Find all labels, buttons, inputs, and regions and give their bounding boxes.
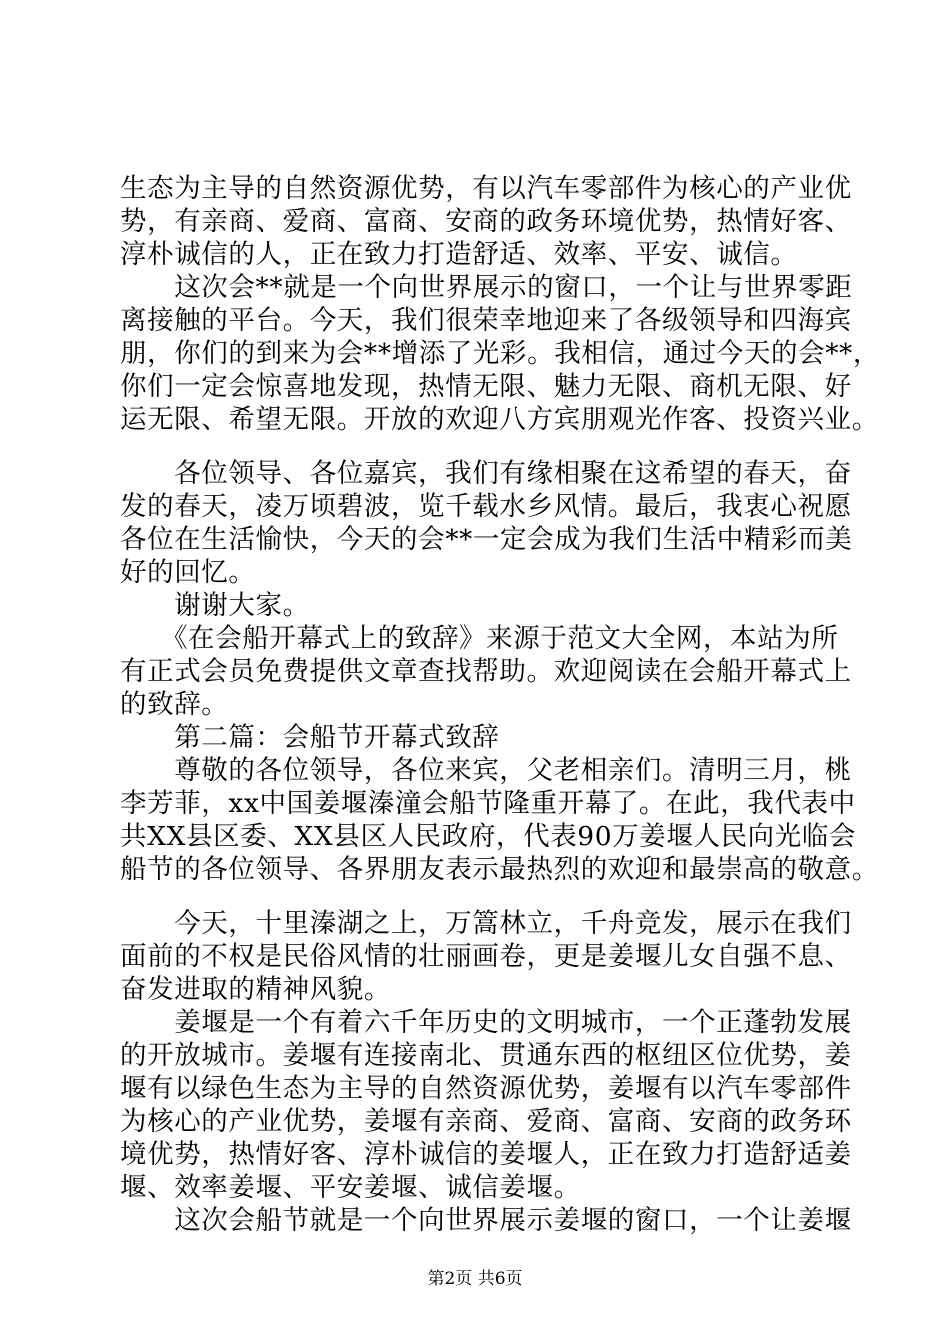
text-line: 你们一定会惊喜地发现，热情无限、魅力无限、商机无限、好 xyxy=(120,371,852,402)
text-line: 谢谢大家。 xyxy=(120,590,310,621)
text-line: 的致辞。 xyxy=(120,689,229,720)
text-line: 尊敬的各位领导，各位来宾，父老相亲们。清明三月，桃 xyxy=(120,755,852,786)
text-line: 姜堰是一个有着六千年历史的文明城市，一个正蓬勃发展 xyxy=(120,1007,852,1038)
text-line: 生态为主导的自然资源优势，有以汽车零部件为核心的产业优 xyxy=(120,173,852,204)
text-line: 共XX县区委、XX县区人民政府，代表90万姜堰人民向光临会 xyxy=(120,821,857,852)
text-line: 《在会船开幕式上的致辞》来源于范文大全网，本站为所 xyxy=(120,623,839,654)
text-line: 离接触的平台。今天，我们很荣幸地迎来了各级领导和四海宾 xyxy=(120,305,852,336)
text-line: 这次会**就是一个向世界展示的窗口，一个让与世界零距 xyxy=(120,272,853,303)
text-line: 船节的各位领导、各界朋友表示最热烈的欢迎和最崇高的敬意。 xyxy=(120,854,879,885)
text-line: 这次会船节就是一个向世界展示姜堰的窗口，一个让姜堰 xyxy=(120,1205,852,1236)
text-line: 堰有以绿色生态为主导的自然资源优势，姜堰有以汽车零部件 xyxy=(120,1073,852,1104)
text-line: 淳朴诚信的人，正在致力打造舒适、效率、平安、诚信。 xyxy=(120,239,798,270)
text-line: 发的春天，凌万顷碧波，览千载水乡风情。最后，我衷心祝愿 xyxy=(120,491,852,522)
text-line: 各位在生活愉快，今天的会**一定会成为我们生活中精彩而美 xyxy=(120,524,853,555)
text-line: 好的回忆。 xyxy=(120,557,256,588)
text-line: 的开放城市。姜堰有连接南北、贯通东西的枢纽区位优势，姜 xyxy=(120,1040,852,1071)
text-line: 奋发进取的精神风貌。 xyxy=(120,974,391,1005)
text-line: 李芳菲，xx中国姜堰溱潼会船节隆重开幕了。在此，我代表中 xyxy=(120,788,856,819)
text-line: 有正式会员免费提供文章查找帮助。欢迎阅读在会船开幕式上 xyxy=(120,656,852,687)
text-line: 为核心的产业优势，姜堰有亲商、爱商、富商、安商的政务环 xyxy=(120,1106,852,1137)
text-line: 今天，十里溱湖之上，万篙林立，千舟竞发，展示在我们 xyxy=(120,908,852,939)
text-line: 境优势，热情好客、淳朴诚信的姜堰人，正在致力打造舒适姜 xyxy=(120,1139,852,1170)
text-line: 朋，你们的到来为会**增添了光彩。我相信，通过今天的会**， xyxy=(120,338,880,369)
text-line: 面前的不权是民俗风情的壮丽画卷，更是姜堰儿女自强不息、 xyxy=(120,941,852,972)
text-line: 堰、效率姜堰、平安姜堰、诚信姜堰。 xyxy=(120,1172,581,1203)
text-line: 各位领导、各位嘉宾，我们有缘相聚在这希望的春天，奋 xyxy=(120,458,852,489)
page-footer: 第2页 共6页 xyxy=(427,1269,523,1289)
text-line: 运无限、希望无限。开放的欢迎八方宾朋观光作客、投资兴业。 xyxy=(120,404,879,435)
text-line: 第二篇：会船节开幕式致辞 xyxy=(120,722,500,753)
text-line: 势，有亲商、爱商、富商、安商的政务环境优势，热情好客、 xyxy=(120,206,852,237)
